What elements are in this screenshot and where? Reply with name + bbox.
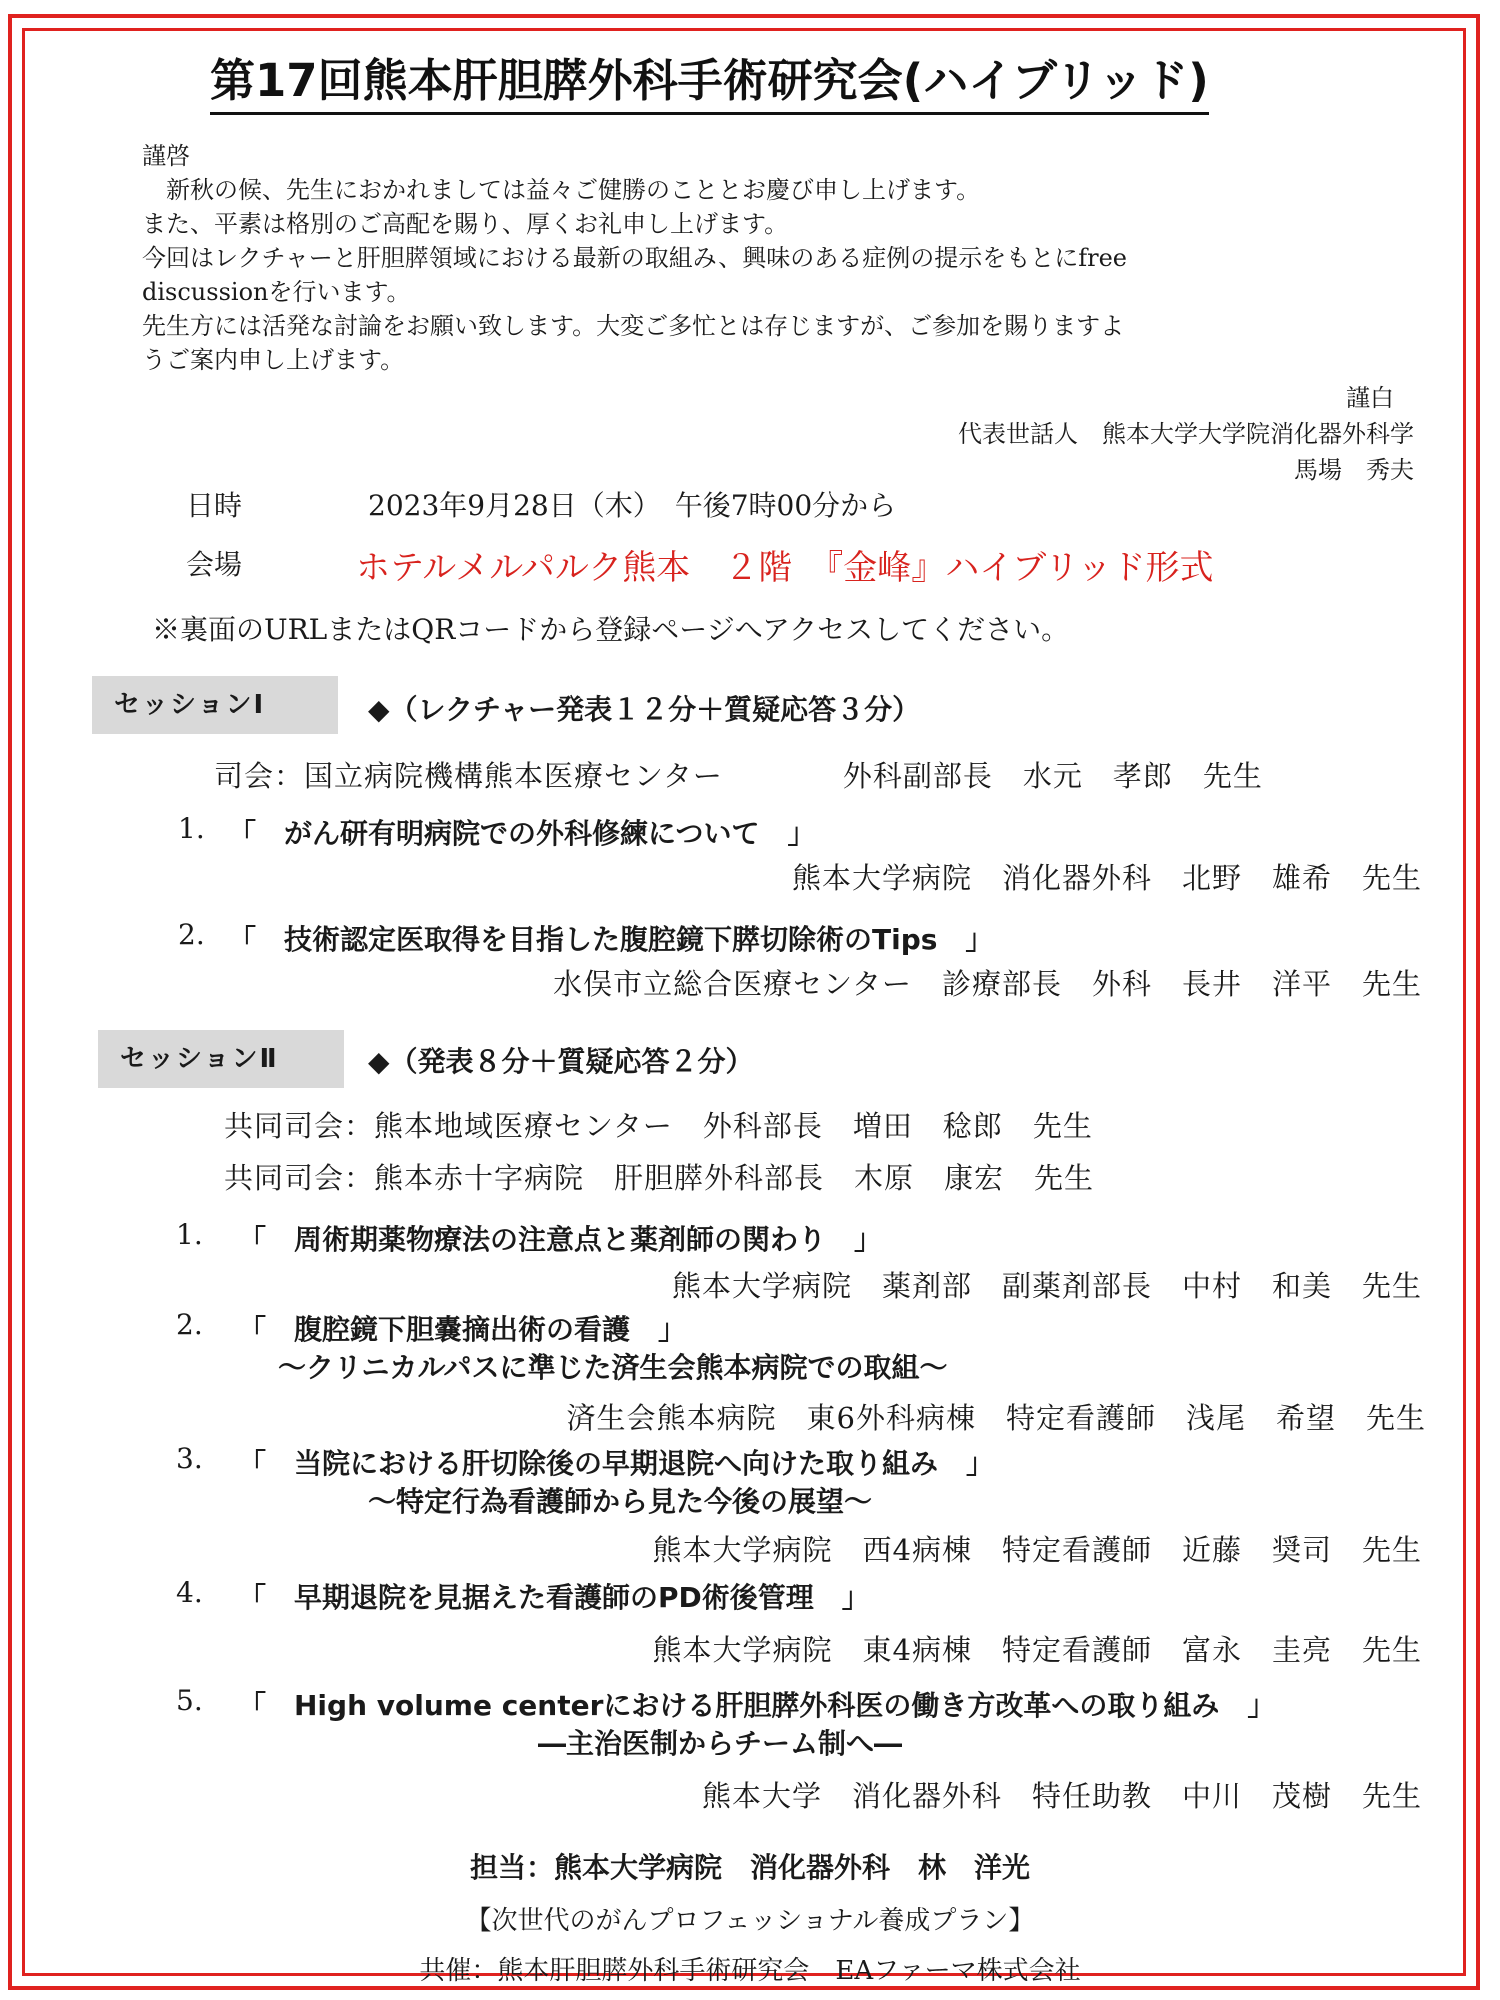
talk-title: 「 技術認定医取得を目指した腹腔鏡下膵切除術のTips 」 <box>228 923 994 956</box>
talk-number: 1. <box>178 812 205 845</box>
greeting-line: discussionを行います。 <box>142 278 411 306</box>
greeting-line: 今回はレクチャーと肝胆膵領域における最新の取組み、興味のある症例の提示をもとにfree <box>142 244 1127 272</box>
talk-affiliation: 熊本大学病院 西4病棟 特定看護師 近藤 奨司 先生 <box>652 1533 1422 1567</box>
date-value: 2023年9月28日（木） 午後7時00分から <box>368 489 897 522</box>
talk-affiliation: 熊本大学病院 消化器外科 北野 雄希 先生 <box>791 861 1422 895</box>
talk-title: 「 当院における肝切除後の早期退院へ向けた取り組み 」 <box>238 1447 995 1480</box>
registration-note: ※裏面のURLまたはQRコードから登録ページへアクセスしてください。 <box>152 613 1070 646</box>
talk-affiliation: 水俣市立総合医療センター 診療部長 外科 長井 洋平 先生 <box>553 967 1422 1001</box>
talk-title: 「 がん研有明病院での外科修練について 」 <box>228 817 816 850</box>
representative-affiliation: 代表世話人 熊本大学大学院消化器外科学 <box>958 420 1414 448</box>
talk-title: 「 腹腔鏡下胆嚢摘出術の看護 」 <box>238 1313 687 1346</box>
talk-number: 5. <box>176 1684 203 1717</box>
talk-number: 2. <box>178 918 205 951</box>
date-label: 日時 <box>186 489 243 522</box>
greeting-line: 新秋の候、先生におかれましては益々ご健勝のこととお慶び申し上げます。 <box>142 176 981 204</box>
session2-description: ◆（発表８分＋質疑応答２分） <box>368 1045 754 1078</box>
session2-label: セッションⅡ <box>98 1030 344 1088</box>
greeting-line: また、平素は格別のご高配を賜り、厚くお礼申し上げます。 <box>142 210 789 238</box>
talk-title: 「 周術期薬物療法の注意点と薬剤師の関わり 」 <box>238 1223 883 1256</box>
greeting-line: 先生方には活発な討論をお願い致します。大変ご多忙とは存じますが、ご参加を賜りますよ <box>142 312 1125 340</box>
session1-description: ◆（レクチャー発表１２分＋質疑応答３分） <box>368 693 921 726</box>
talk-subtitle: ―主治医制からチーム制へ― <box>538 1727 903 1760</box>
session2-chair: 共同司会：熊本赤十字病院 肝胆膵外科部長 木原 康宏 先生 <box>224 1161 1095 1195</box>
talk-number: 3. <box>176 1442 203 1475</box>
talk-affiliation: 熊本大学 消化器外科 特任助教 中川 茂樹 先生 <box>701 1779 1422 1813</box>
venue-label: 会場 <box>186 548 243 581</box>
talk-title: 「 早期退院を見据えた看護師のPD術後管理 」 <box>238 1581 870 1614</box>
talk-affiliation: 熊本大学病院 薬剤部 副薬剤部長 中村 和美 先生 <box>671 1269 1422 1303</box>
greeting-line: うご案内申し上げます。 <box>142 346 405 374</box>
venue-value: ホテルメルパルク熊本 ２階 『金峰』ハイブリッド形式 <box>356 548 1214 588</box>
talk-number: 4. <box>176 1576 203 1609</box>
talk-affiliation: 熊本大学病院 東4病棟 特定看護師 富永 圭亮 先生 <box>652 1633 1422 1667</box>
session1-chair: 司会：国立病院機構熊本医療センター 外科副部長 水元 孝郎 先生 <box>214 759 1263 793</box>
page-title: 第17回熊本肝胆膵外科手術研究会(ハイブリッド) <box>210 50 1209 115</box>
greeting-closing: 謹白 <box>1346 384 1394 412</box>
session2-chair: 共同司会：熊本地域医療センター 外科部長 増田 稔郎 先生 <box>224 1109 1093 1143</box>
session1-label: セッションⅠ <box>92 676 338 734</box>
talk-title: 「 High volume centerにおける肝胆膵外科医の働き方改革への取り組み 」 <box>238 1689 1276 1722</box>
greeting-opening: 謹啓 <box>142 142 190 170</box>
co-sponsors: 共催：熊本肝胆膵外科手術研究会 EAファーマ株式会社 <box>419 1956 1081 1986</box>
talk-affiliation: 済生会熊本病院 東6外科病棟 特定看護師 浅尾 希望 先生 <box>566 1401 1426 1435</box>
program-name: 【次世代のがんプロフェッショナル養成プラン】 <box>465 1906 1035 1936</box>
contact-person: 担当：熊本大学病院 消化器外科 林 洋光 <box>469 1851 1030 1884</box>
talk-number: 2. <box>176 1308 203 1341</box>
talk-subtitle: ～特定行為看護師から見た今後の展望～ <box>368 1485 873 1518</box>
representative-name: 馬場 秀夫 <box>1294 456 1414 484</box>
talk-number: 1. <box>176 1218 203 1251</box>
talk-subtitle: ～クリニカルパスに準じた済生会熊本病院での取組～ <box>278 1351 948 1384</box>
